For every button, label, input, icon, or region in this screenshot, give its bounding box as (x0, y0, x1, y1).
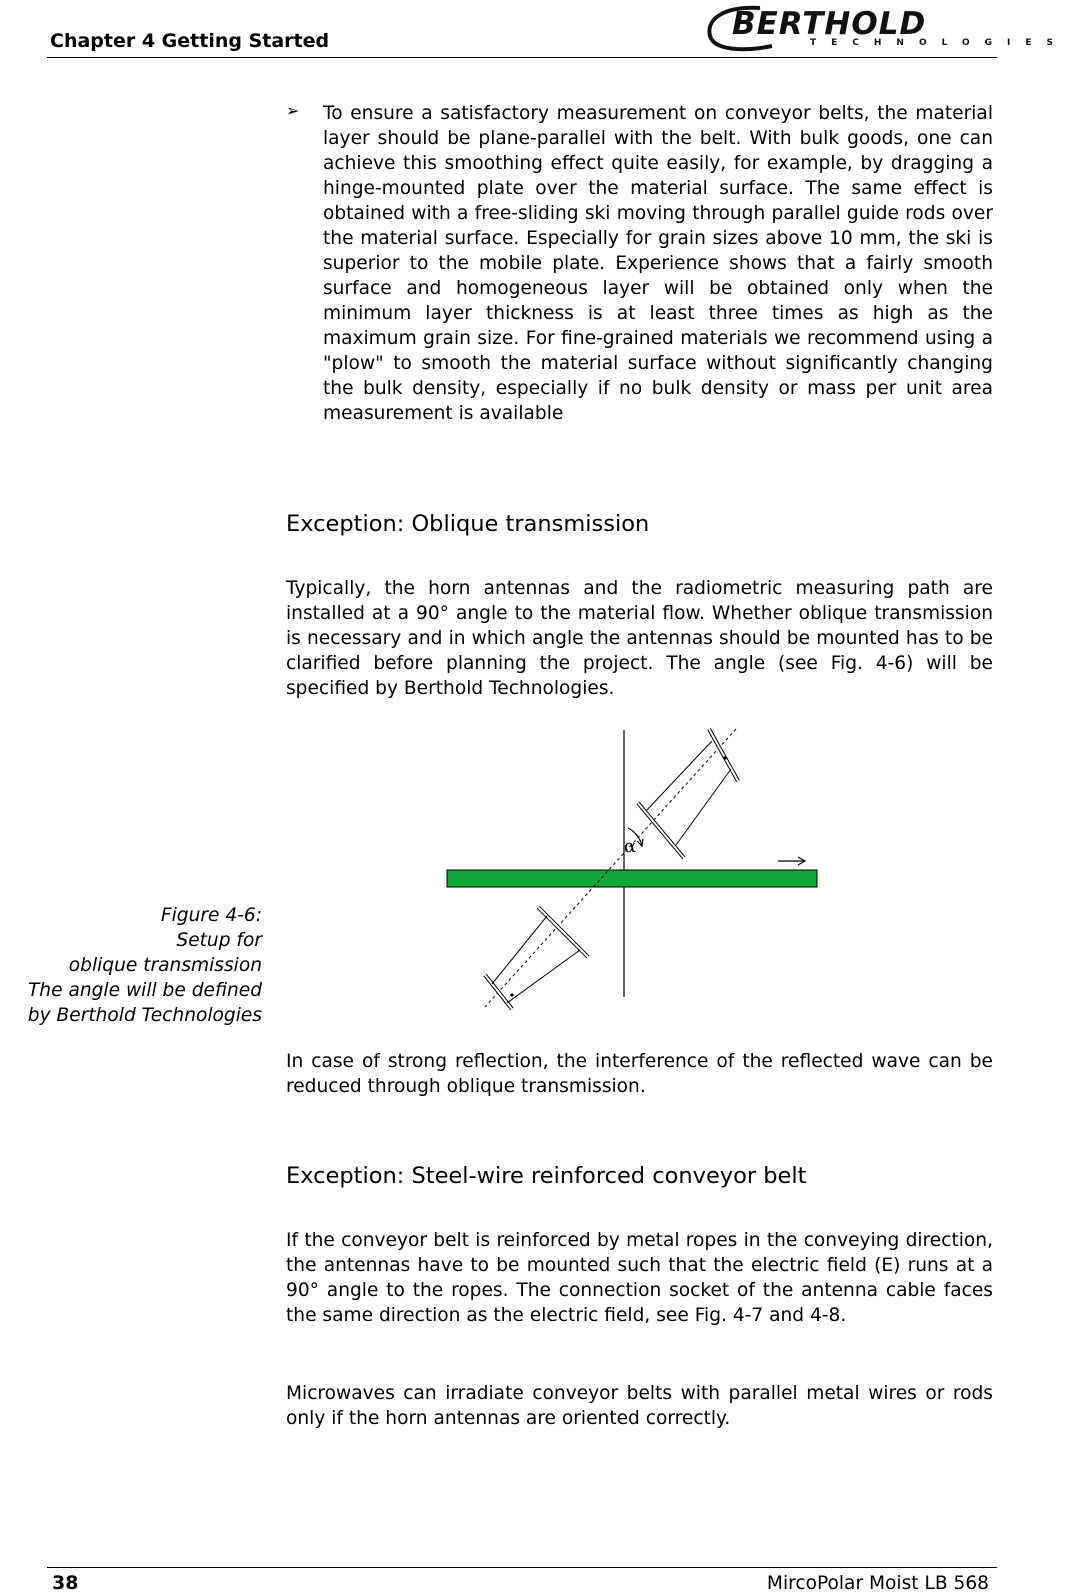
figure-caption (28, 903, 262, 1028)
reflection-paragraph: In case of strong reflection, the interference of the reflected wave can be reduced through oblique transmission. (286, 1051, 993, 1097)
header-divider (47, 57, 997, 58)
section-heading-steel-wire: Exception: Steel-wire reinforced conveyor belt (286, 1163, 807, 1189)
upper-horn-antenna (638, 729, 738, 858)
chapter-title: Chapter 4 Getting Started (50, 30, 330, 52)
caption-line: oblique transmission (68, 955, 262, 976)
conveyor-belt (447, 870, 817, 887)
microwave-paragraph: Microwaves can irradiate conveyor belts with parallel metal wires or rods only if the horn antennas are oriented correctly. (286, 1383, 993, 1429)
bullet-text: To ensure a satisfactory measurement on conveyor belts, the material layer should be plane-parallel with the belt. With bulk goods, one can achieve this smoothing effect quite easily, for example, by dragging a hinge-mounted plate over the material surface. The same effect is obtained with a free-sliding ski moving through parallel guide rods over the material surface. Especially for grain sizes above 10 mm, the ski is superior to the mobile plate. Experience shows that a fairly smooth surface and homogeneous layer will be obtained only when the minimum layer thickness is at least three times as high as the maximum grain size. For fine-grained materials we recommend using a "plow" to smooth the material surface without significantly changing the bulk density, especially if no bulk density or mass per unit area measurement is available (323, 103, 993, 424)
caption-line: The angle will be defined (27, 980, 262, 1001)
document-name: MircoPolar Moist LB 568 (766, 1573, 989, 1594)
beam-path-line (485, 729, 736, 1007)
caption-line: by Berthold Technologies (27, 1005, 262, 1026)
oblique-paragraph: Typically, the horn antennas and the radiometric measuring path are installed at a 90° angle to the material flow. Whether oblique transmission is necessary and in which angle the antennas should be mounted has to be clarified before planning the project. The angle (see Fig. 4-6) will be specified by Berthold Technologies. (286, 578, 993, 699)
section-heading-oblique: Exception: Oblique transmission (286, 511, 650, 537)
logo-wordmark: BERTHOLD (732, 6, 927, 42)
bullet-arrow-icon: ➢ (286, 101, 300, 120)
oblique-transmission-figure (450, 725, 830, 1025)
alpha-label: α (624, 836, 637, 857)
logo-subtitle: TECHNOLOGIES (810, 38, 1068, 48)
steel-wire-paragraph: If the conveyor belt is reinforced by metal ropes in the conveying direction, the antennas have to be mounted such that the electric field (E) runs at a 90° angle to the ropes. The connection socket of the antenna cable faces the same direction as the electric field, see Fig. 4-7 and 4-8. (286, 1230, 993, 1326)
flow-direction-arrow-icon (778, 857, 805, 865)
caption-line: Setup for (176, 930, 262, 951)
page-number: 38 (52, 1572, 79, 1594)
lower-horn-antenna (485, 907, 588, 1009)
oblique-setup-diagram (450, 725, 830, 1025)
caption-line: Figure 4-6: (160, 905, 262, 926)
footer-divider (47, 1567, 997, 1568)
berthold-logo (702, 2, 1068, 54)
